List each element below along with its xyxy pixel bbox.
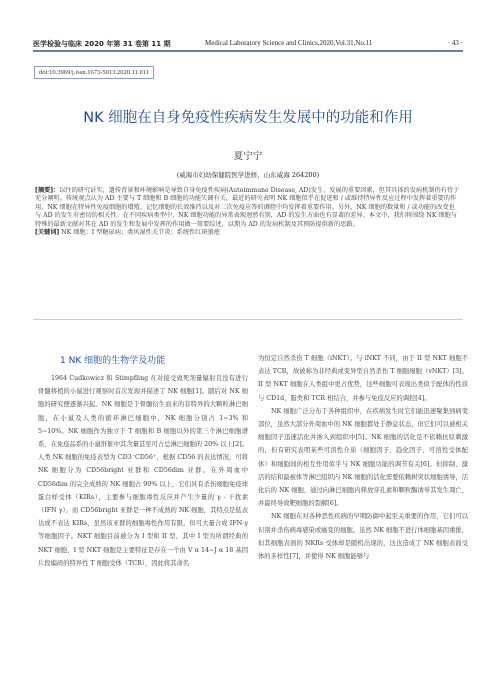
keywords-text: NK 细胞；I 型糖尿病；类风湿性关节炎；系统性红斑狼疮 [61, 229, 220, 237]
right-column [258, 352, 468, 563]
article-title: NK 细胞在自身免疫性疾病发生发展中的功能和作用 [83, 110, 413, 126]
body-paragraph: 1964 Cudkowicz 和 Stimpfling 在对接受致死剂量辐射且没有进行骨髓移植的小鼠进行观察时首次发现并描述了 NK 细胞[1]。随后对 NK 细胞的研究便逐渐兴起。NK 细胞是于骨髓衍生而来的非特异的大颗粒淋巴细胞，在小鼠及人类的循环淋巴细胞中，NK 细胞分别占 1~3% 和 5~10%。NK 细胞作为独立于 T 细胞和 B 细胞以外的第三个淋巴细胞谱系，在免疫品系的小鼠肝脏中其含量甚至可占总淋巴细胞的 20% 以上[2]。人类 NK 细胞的免疫表型为 CD3⁻CD56⁺，根据 CD56 的表达情况，可将 NK 细胞分为 CD56bright 亚群和 CD56dim 亚群。在外周血中 CD56dim 的完全成熟的 NK 细胞占 90% 以上，它们具有杀伤细胞免疫球蛋白样受体（KIRs），主要参与细胞毒性反应并产生少量的 γ - 干扰素（IFN γ）。而 CD56bright 亚群是一种不成熟的 NK 细胞，其特点是低表达或不表达 KIRs，虽然该亚群的细胞毒性作用有限，但可大量合成 IFN-γ 等细胞因子。NKT 细胞目前被分为 I 型和 II 型，其中 I 型为所谓经典的 NKT 细胞，I 型 NKT 细胞是主要特征是存在一个由 V α 14~J α 18 基因片段编码的特异性 T 细胞受体（TCR），因此将其命名 [38, 375, 248, 567]
keywords-label: [关键词] [35, 229, 60, 237]
abstract-block [35, 187, 461, 237]
page-number: · 43 · [447, 39, 463, 47]
journal-name: 医学检验与临床 2020 年第 31 卷第 11 期 [33, 40, 171, 48]
abstract-separator [33, 319, 463, 320]
doi-box[interactable]: doi:10.3969/j.issn.1673-5013.2020.11.011 [34, 66, 154, 79]
abstract-paragraph [35, 187, 461, 229]
section-heading: 1 NK 细胞的生物学及功能 [60, 356, 166, 366]
body-paragraph: NK 细胞在对各种恶性疾病的早期防御中起至关重要的作用，它们可以识别并杀伤病毒感染或癌变的细胞。虽然 NK 细胞不进行体细胞基因重排，但其细胞表面的 NKRs 受体却是随机出现的，这也造成了 NK 细胞表面受体的多样性[7]，并使得 NK 细胞能够与 [258, 513, 468, 561]
abstract-text: 以往的研究证实，遗传背景和环境影响是导致自身免疫性疾病(Autoimmune Disease, AD)发生、发展的重要因素，但其具体的发病机制仍有待于充分阐明。传统观点认为 AD 主要与 T 细胞和 B 细胞的功能失调有关，最近的研究表明 NK 细胞似乎在促进和 / 或维持特异性反应过程中发挥着重要的作用。NK 细胞在特异性免疫细胞的增殖、记忆细胞的长效维持以及对二次免疫应答的调控中均发挥着重要作用。另外，NK 细胞的数量和 / 或功能的改变也与 AD 的发生有密切的相关性。在不同疾病类型中，NK 细胞功能的异常表现迥然有别，AD 的发生方面也有显著的差异。本文中，我们将围绕 NK 细胞与特殊的最新文献对其在 AD 的发生和发展中发挥的作用做一简要综述，以期为 AD 的发病机制及其预防提供新的思路。 [35, 187, 460, 228]
author-name: 夏宁宁 [233, 151, 263, 162]
running-header [33, 39, 463, 49]
body-paragraph: NK 细胞广泛分布于各种组织中，在疾病发生时它们能迅速聚集到病变部位，虽然大部分外周血中的 NK 细胞都处于静息状态，但它们可以被相关细胞因子迅速活化并渗入到组织中[5]。NK 细胞的活化是不依赖抗原刺激的，但有研究表明某些可溶性介质（细胞因子、趋化因子、可溶性受体配体）和细胞间的相互作用似乎与 NK 细胞功能的调节有关[6]。但抑制、激活的结和最被体等淋巴组织内 NK 细胞的活化需要依赖树突状细胞诱导，活化后的 NK 细胞，通过向淋巴细胞内释放穿孔素和颗粒酶诱导其发生凋亡，并最终导致靶细胞的裂解[6]。 [258, 407, 468, 508]
left-column [38, 372, 248, 570]
body-paragraph: 为恒定自然杀伤 T 细胞（iNKT）。与 iNKT 不同，由于 II 型 NKT 细胞不表达 TCR，故被称为非经典或变异型自然杀伤 T 细胞细胞（vNKT）[3]。II 型 NKT 细胞在人类组中更占优势，这些细胞可表现出类似于配体的性质与 CD1d，脂类和 TCR 相结合，并参与免疫反应的调控[4]。 [258, 355, 468, 402]
abstract-label: [摘要]： [35, 187, 60, 194]
header-rule [33, 50, 463, 52]
keywords-line [35, 229, 461, 237]
author-affiliation: (威海市妇幼保健院医学进修，山东威海 264200) [176, 171, 320, 179]
journal-name-en: Medical Laboratory Science and Clinics,2020,Vol.31,No.11 [205, 39, 373, 47]
